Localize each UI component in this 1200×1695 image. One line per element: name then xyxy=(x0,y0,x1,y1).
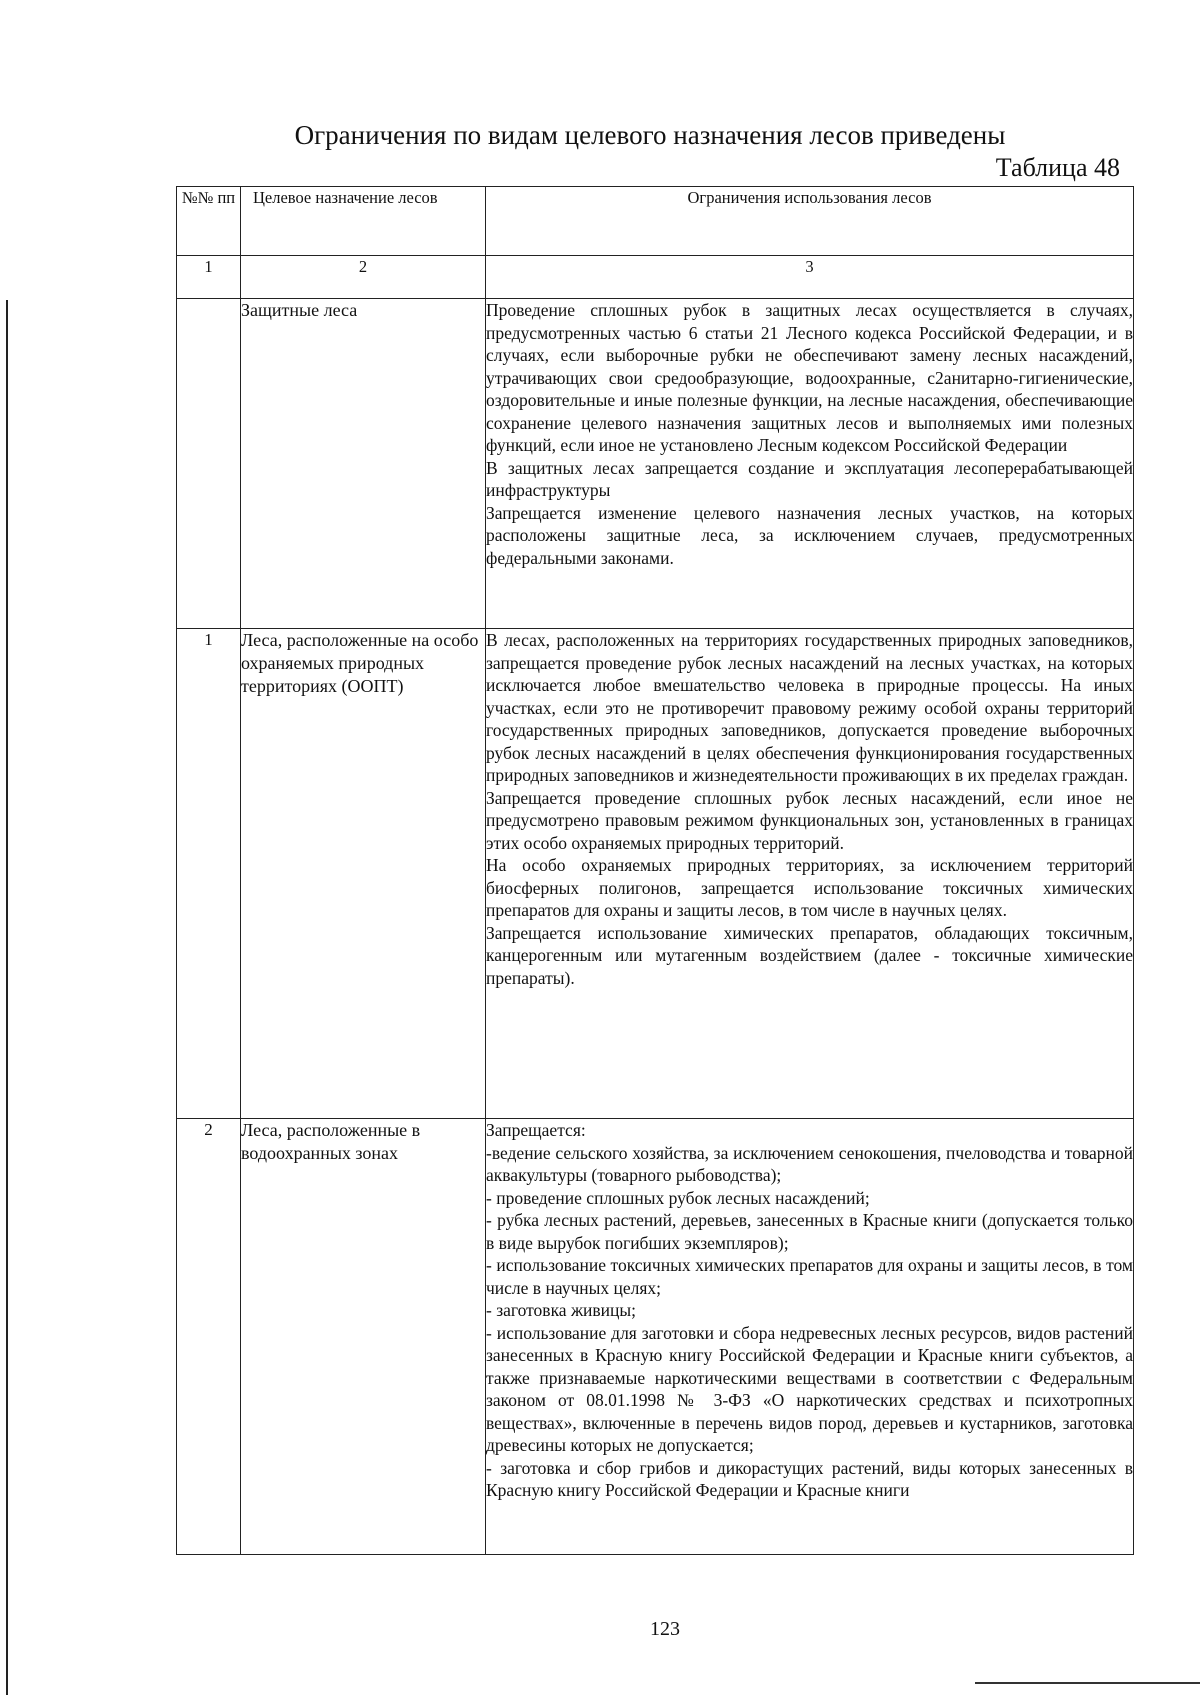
row-number: 1 xyxy=(177,629,241,1119)
restriction-text xyxy=(486,1119,1134,1555)
table-row xyxy=(177,1119,1134,1555)
restriction-paragraph: Запрещается: xyxy=(486,1120,586,1140)
column-number: 3 xyxy=(486,256,1134,299)
restriction-paragraph: Запрещается использование химических препаратов, обладающих токсичным, канцерогенным или мутагенным воздействием (далее - токсичные химические препараты). xyxy=(486,922,1133,988)
page-title: Ограничения по видам целевого назначения лесов приведены xyxy=(294,120,1006,150)
restriction-paragraph: В лесах, расположенных на территориях государственных природных заповедников, запрещается проведение рубок лесных насаждений на лесных участках, на которых исключается любое вмешательство человека в природные процессы. На иных участках, если это не противоречит правовому режиму особой охраны территорий государственных природных заповедников, допускается проведение выборочных рубок лесных насаждений в целях обеспечения функционирования государственных природных заповедников и жизнедеятельности проживающих в их пределах граждан. xyxy=(486,630,1133,785)
restriction-paragraph: - использование для заготовки и сбора недревесных лесных ресурсов, видов растений занесенных в Красную книгу Российской Федерации и Красные книги субъектов, а также признаваемые наркотическими веществами в соответствии с Федеральным законом от 08.01.1998 № 3-ФЗ «О наркотических средствах и психотропных веществах», включенные в перечень видов пород, деревьев и кустарников, заготовка древесины которых не допускается; xyxy=(486,1322,1133,1455)
column-numbers-row xyxy=(177,256,1134,299)
table-caption: Таблица 48 xyxy=(995,153,1120,182)
table-row xyxy=(177,629,1134,1119)
restriction-paragraph: Проведение сплошных рубок в защитных лесах осуществляется в случаях, предусмотренных частью 6 статьи 21 Лесного кодекса Российской Федерации, и в случаях, если выборочные рубки не обеспечивают замену лесных насаждений, утрачивающих свои средообразующие, водоохранные, с2анитарно-гигиенические, оздоровительные и иные полезные функции, на лесные насаждения, обеспечивающие сохранение целевого назначения защитных лесов и выполняемых ими полезных функций, если иное не установлено Лесным кодексом Российской Федерации xyxy=(486,300,1133,455)
forest-purpose: Защитные леса xyxy=(241,299,486,629)
restriction-text xyxy=(486,629,1134,1119)
restriction-text xyxy=(486,299,1134,629)
restriction-paragraph: - использование токсичных химических препаратов для охраны и защиты лесов, в том числе в научных целях; xyxy=(486,1255,1133,1298)
header-restrictions: Ограничения использования лесов xyxy=(486,187,1134,256)
restriction-paragraph: Запрещается проведение сплошных рубок лесных насаждений, если иное не предусмотрено правовым режимом функциональных зон, установленных в границах этих особо охраняемых природных территорий. xyxy=(486,787,1133,853)
restriction-paragraph: На особо охраняемых природных территориях, за исключением территорий биосферных полигонов, запрещается использование токсичных химических препаратов для охраны и защиты лесов, в том числе в научных целях. xyxy=(486,855,1133,920)
row-number: 2 xyxy=(177,1119,241,1555)
restriction-paragraph: - рубка лесных растений, деревьев, занесенных в Красные книги (допускается только в виде вырубок погибших экземпляров); xyxy=(486,1210,1133,1253)
header-purpose: Целевое назначение лесов xyxy=(241,187,486,256)
scan-edge-bottom xyxy=(975,1682,1200,1684)
header-number: №№ пп xyxy=(177,187,241,256)
table-row xyxy=(177,299,1134,629)
forest-purpose: Леса, расположенные на особо охраняемых природных территориях (ООПТ) xyxy=(241,629,486,1119)
table-header-row xyxy=(177,187,1134,256)
restriction-paragraph: -ведение сельского хозяйства, за исключением сенокошения, пчеловодства и товарной аквакультуры (товарного рыбоводства); xyxy=(486,1142,1133,1185)
restriction-paragraph: - заготовка и сбор грибов и дикорастущих растений, виды которых занесенных в Красную книгу Российской Федерации и Красные книги xyxy=(486,1457,1133,1500)
column-number: 2 xyxy=(241,256,486,299)
row-number xyxy=(177,299,241,629)
forest-purpose: Леса, расположенные в водоохранных зонах xyxy=(241,1119,486,1555)
page-number: 123 xyxy=(650,1618,680,1640)
scan-edge-left xyxy=(6,300,8,1695)
column-number: 1 xyxy=(177,256,241,299)
restriction-paragraph: - заготовка живицы; xyxy=(486,1300,637,1320)
restriction-paragraph: В защитных лесах запрещается создание и эксплуатация лесоперерабатывающей инфраструктуры xyxy=(486,457,1133,500)
restrictions-table xyxy=(176,186,1134,1555)
restriction-paragraph: - проведение сплошных рубок лесных насаждений; xyxy=(486,1187,870,1208)
restriction-paragraph: Запрещается изменение целевого назначения лесных участков, на которых расположены защитные леса, за исключением случаев, предусмотренных федеральными законами. xyxy=(486,502,1133,568)
